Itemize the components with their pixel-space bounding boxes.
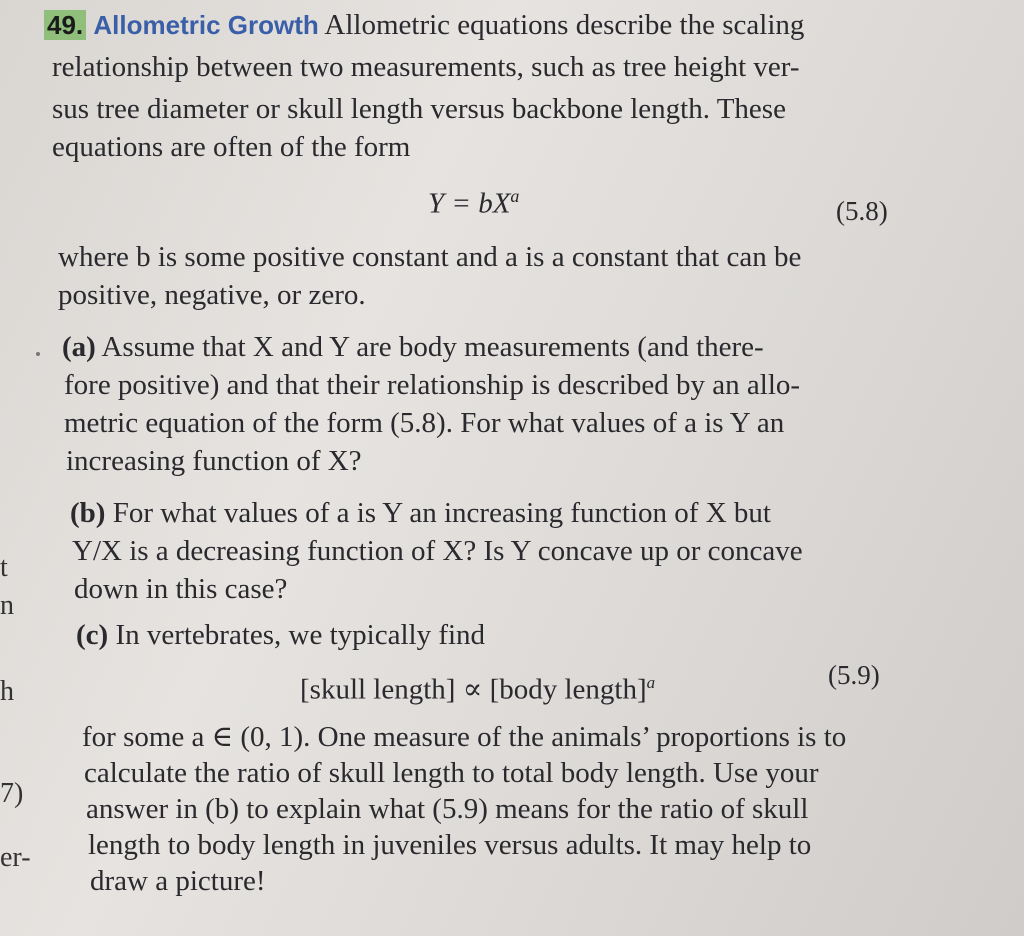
margin-fragment-4: er- <box>0 842 31 873</box>
part-a-label: (a) <box>62 331 96 363</box>
equation-5-8-number: (5.8) <box>836 196 888 226</box>
margin-fragment-2: h <box>0 676 14 707</box>
part-c-line-4: length to body length in juveniles versus adults. It may help to <box>88 829 812 861</box>
part-c-line-2: calculate the ratio of skull length to total body length. Use your <box>84 757 819 789</box>
intro-line-1: relationship between two measurements, such as tree height ver- <box>52 51 800 83</box>
problem-number: 49. <box>44 10 86 40</box>
part-a-line-3: increasing function of X? <box>66 445 362 477</box>
margin-fragment-1: n <box>0 590 14 621</box>
equation-5-8-body: Y = bX <box>428 187 511 220</box>
intro-line-2: sus tree diameter or skull length versus backbone length. These <box>52 93 786 125</box>
intro-line-0: Allometric equations describe the scaling <box>324 9 805 41</box>
part-b-label: (b) <box>70 497 106 529</box>
part-b-text-0: For what values of a is Y an increasing function of X but <box>112 497 771 529</box>
equation-5-9-body: [skull length] ∝ [body length] <box>300 673 647 706</box>
equation-5-9-exponent: a <box>646 673 656 692</box>
part-b-line-0 <box>70 496 771 530</box>
part-c-line-5: draw a picture! <box>90 865 266 897</box>
part-a-line-2: metric equation of the form (5.8). For what values of a is Y an <box>64 407 785 439</box>
part-b-line-1: Y/X is a decreasing function of X? Is Y concave up or concave <box>72 535 803 567</box>
intro-line-3: equations are often of the form <box>52 131 411 163</box>
part-a-line-1: fore positive) and that their relationship is described by an allo- <box>64 369 801 401</box>
part-c-line-3: answer in (b) to explain what (5.9) means for the ratio of skull <box>86 793 809 825</box>
part-b-line-2: down in this case? <box>74 573 288 605</box>
margin-fragment-3: 7) <box>0 778 24 809</box>
problem-heading-line <box>44 8 804 42</box>
problem-title: Allometric Growth <box>93 10 319 40</box>
equation-5-9 <box>300 666 655 707</box>
part-c-intro: In vertebrates, we typically find <box>115 619 486 651</box>
margin-fragment-0: t <box>0 552 8 583</box>
part-a-text-0: Assume that X and Y are body measurements (and there- <box>101 331 764 363</box>
part-a-line-0 <box>62 330 764 364</box>
after-eq-line-0: where b is some positive constant and a is a constant that can be <box>58 241 802 273</box>
part-c-line-1: for some a ∈ (0, 1). One measure of the animals’ proportions is to <box>82 721 847 753</box>
equation-5-9-number: (5.9) <box>828 660 880 690</box>
equation-5-8-exponent: a <box>510 186 520 206</box>
part-c-label: (c) <box>76 619 109 651</box>
after-eq-line-1: positive, negative, or zero. <box>58 279 366 311</box>
stray-dot <box>36 352 40 356</box>
part-c-line-0 <box>76 618 485 652</box>
equation-5-8 <box>428 186 519 221</box>
